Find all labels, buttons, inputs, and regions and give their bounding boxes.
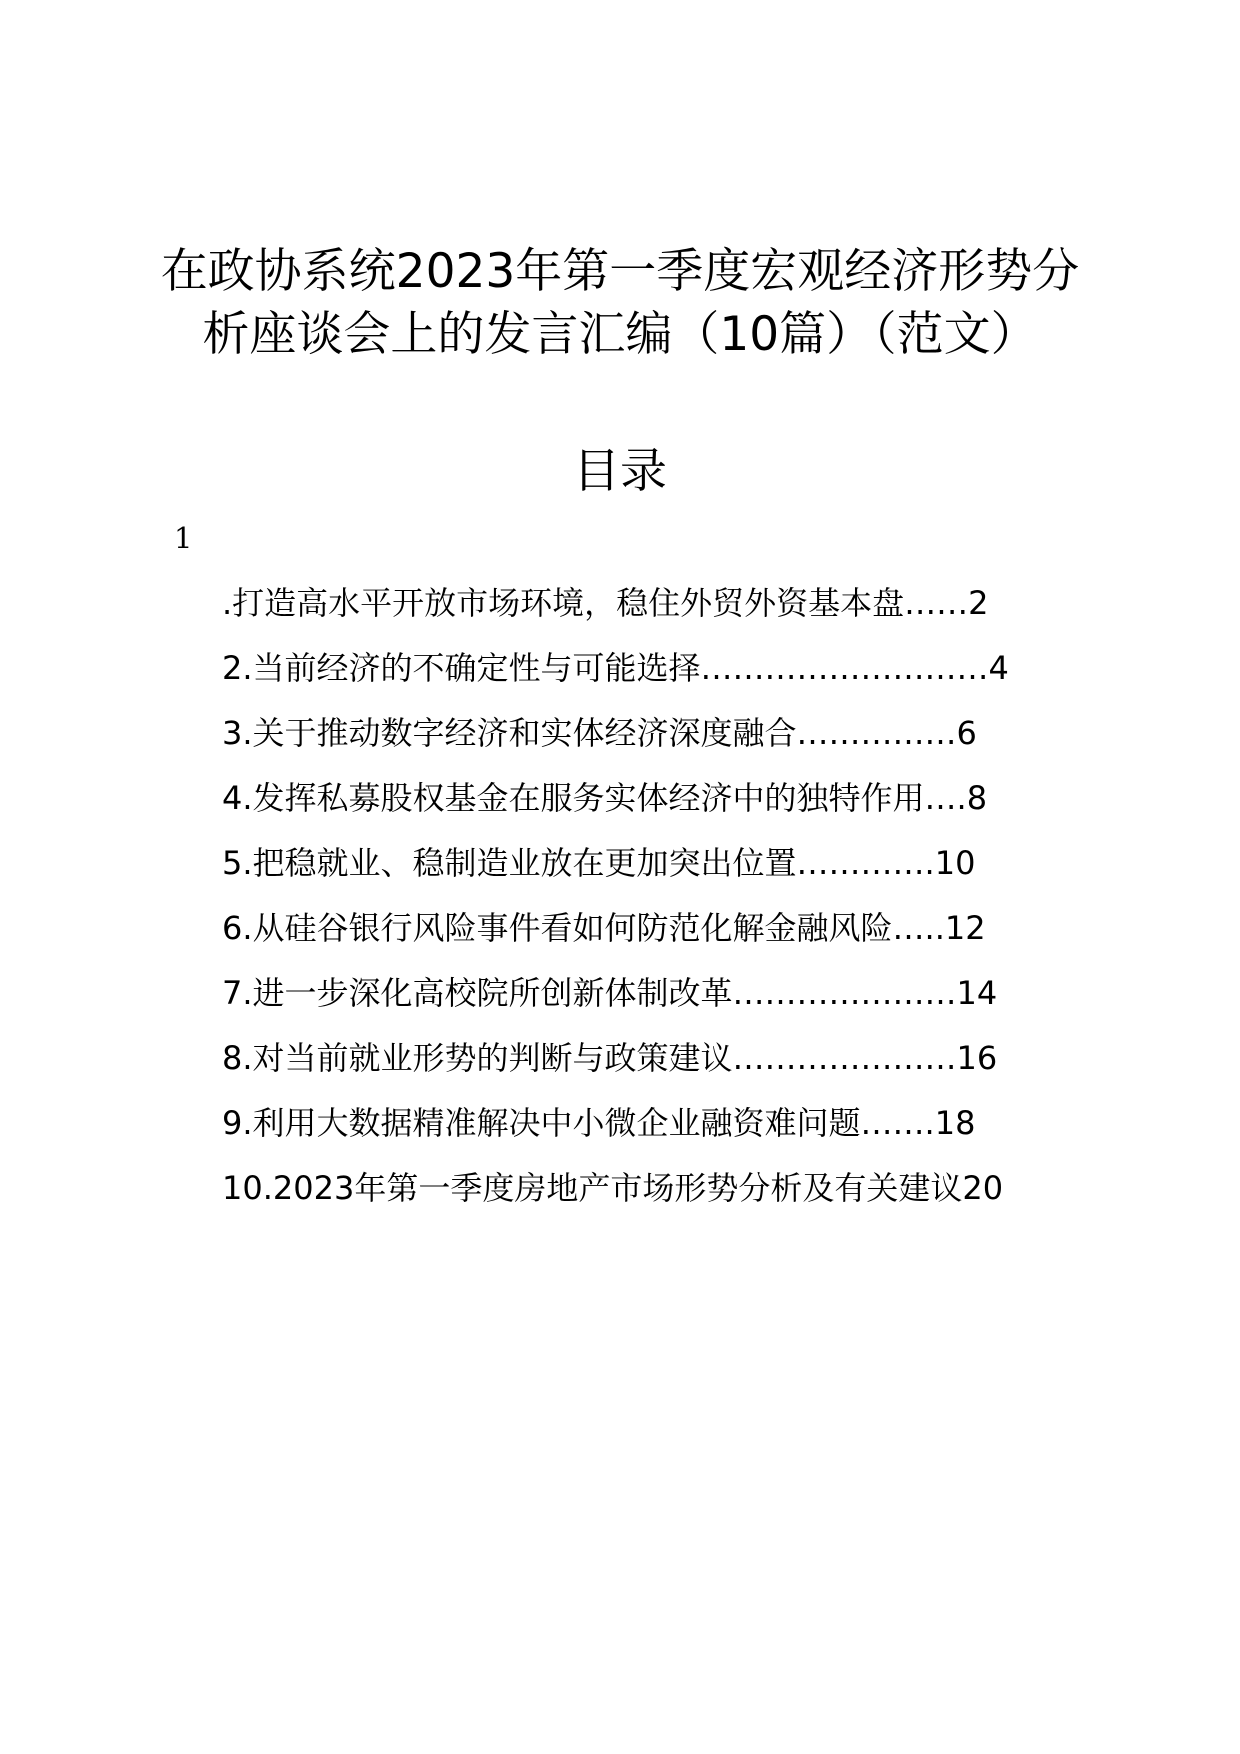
document-title <box>110 240 1130 366</box>
table-of-contents <box>222 580 1062 1230</box>
toc-heading: 目录 <box>573 444 667 499</box>
toc-entry-1[interactable]: .打造高水平开放市场环境，稳住外贸外资基本盘……2 <box>222 584 989 622</box>
page-number-marker: 1 <box>174 521 193 555</box>
document-title-line-2: 析座谈会上的发言汇编（10篇）（范文） <box>202 307 1038 362</box>
toc-entry-9[interactable]: 9.利用大数据精准解决中小微企业融资难问题…….18 <box>222 1104 976 1142</box>
toc-entry-4[interactable]: 4.发挥私募股权基金在服务实体经济中的独特作用….8 <box>222 779 988 817</box>
toc-entry-6[interactable]: 6.从硅谷银行风险事件看如何防范化解金融风险…..12 <box>222 909 986 947</box>
toc-entry-2[interactable]: 2.当前经济的不确定性与可能选择………………………4 <box>222 649 1009 687</box>
toc-entry-10[interactable]: 10.2023年第一季度房地产市场形势分析及有关建议20 <box>222 1169 1004 1207</box>
toc-entry-7[interactable]: 7.进一步深化高校院所创新体制改革…………………14 <box>222 974 998 1012</box>
toc-entry-3[interactable]: 3.关于推动数字经济和实体经济深度融合……………6 <box>222 714 977 752</box>
toc-entry-5[interactable]: 5.把稳就业、稳制造业放在更加突出位置………….10 <box>222 844 976 882</box>
document-title-line-1: 在政协系统2023年第一季度宏观经济形势分 <box>160 244 1080 299</box>
toc-entry-8[interactable]: 8.对当前就业形势的判断与政策建议…………………16 <box>222 1039 998 1077</box>
